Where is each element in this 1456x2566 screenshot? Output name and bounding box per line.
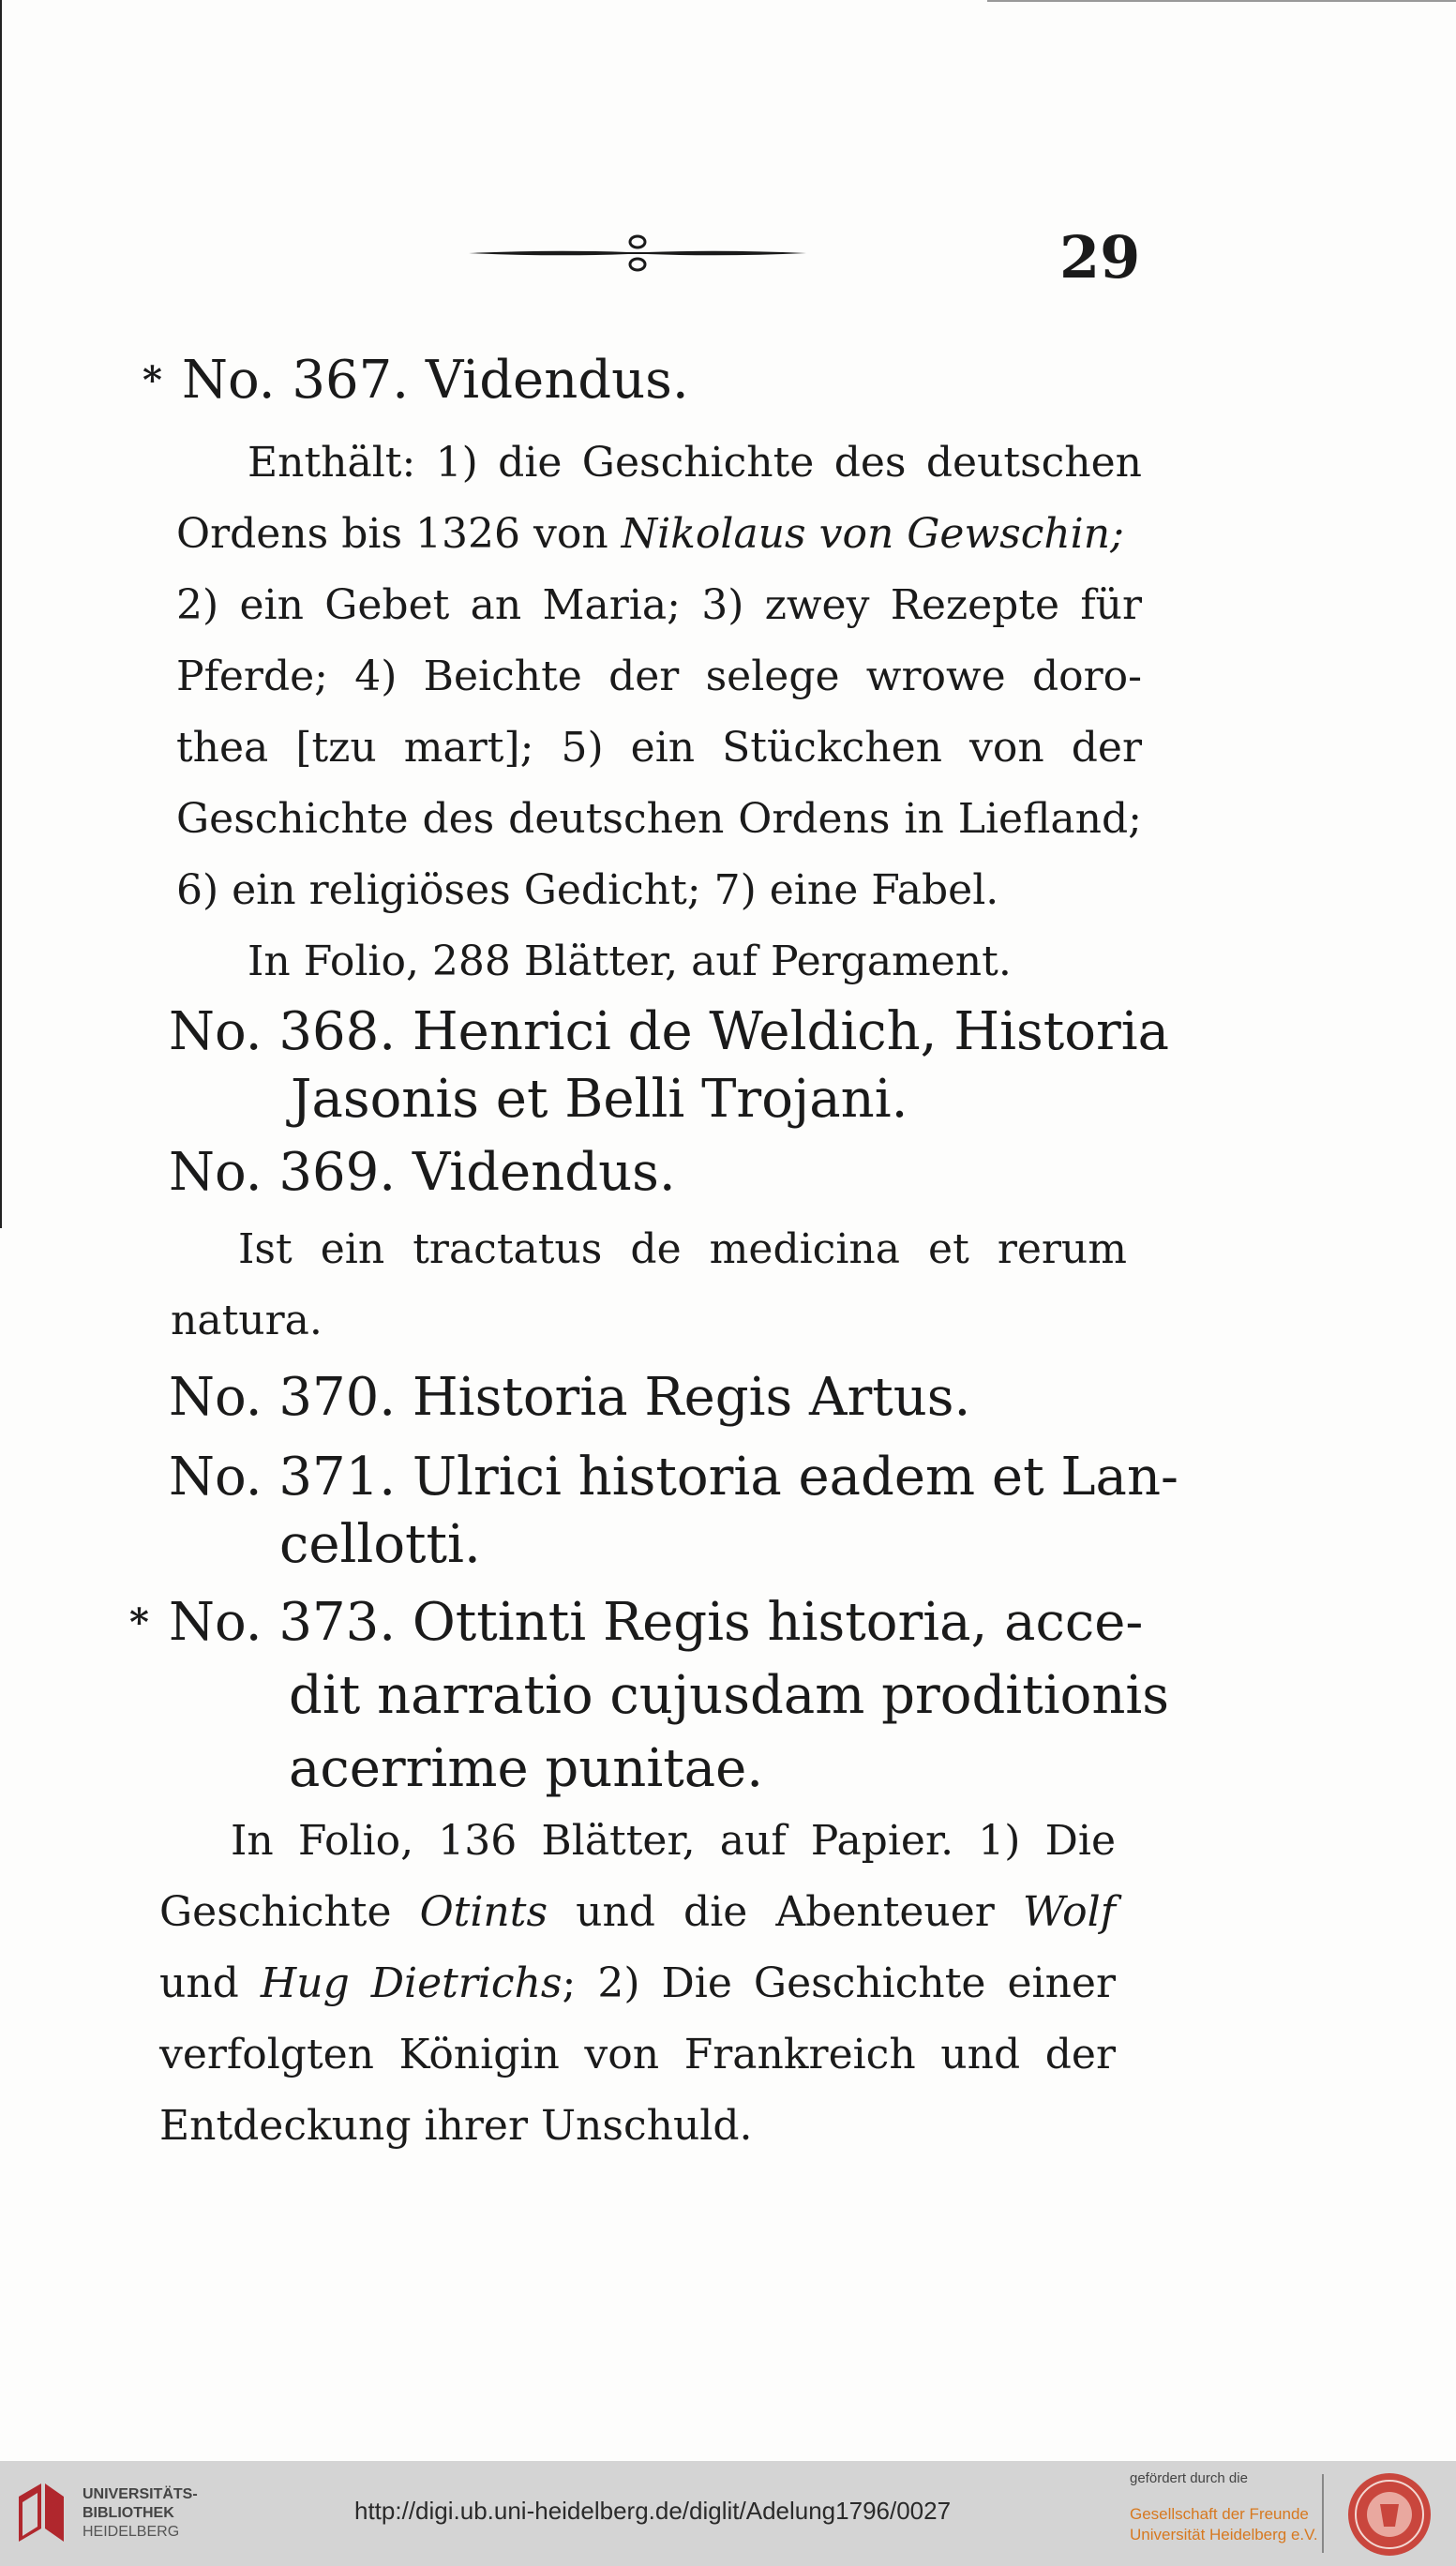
format-line: In Folio, 136 Blätter, auf Papier. 1) Die <box>231 1817 1116 1865</box>
entry-number: No. 370. <box>169 1367 397 1428</box>
entry-title: Videndus. <box>412 1142 676 1203</box>
format-line: In Folio, 288 Blätter, auf Pergament. <box>248 938 1012 985</box>
entry-title: Ottinti Regis historia, acce- <box>412 1592 1144 1653</box>
entry-370 <box>169 1364 970 1432</box>
entry-number: No. 373. <box>169 1592 397 1653</box>
university-seal-icon <box>1339 2470 1440 2558</box>
text-line: Ist ein tractatus de medicina et rerum <box>238 1225 1127 1273</box>
footer-divider <box>1322 2474 1324 2553</box>
entry-title: Ulrici historia eadem et Lan- <box>412 1447 1178 1508</box>
entry-number: No. 367. <box>182 350 410 411</box>
entry-title-continuation: dit narratio cujusdam proditionis <box>289 1665 1170 1726</box>
text-line: und Hug Dietrichs; 2) Die Geschichte einer <box>159 1959 1116 2007</box>
text-line: 6) ein religiöses Gedicht; 7) eine Fabel. <box>176 866 999 914</box>
digitization-footer <box>0 2461 1456 2566</box>
description-373 <box>159 1806 1116 2162</box>
text-line: Geschichte des deutschen Ordens in Liefland; <box>176 795 1142 843</box>
text-line: thea [tzu mart]; 5) ein Stückchen von der <box>176 724 1142 772</box>
entry-373 <box>129 1586 1170 1806</box>
page-edge-top <box>987 0 1456 2</box>
permalink-url[interactable]: http://digi.ub.uni-heidelberg.de/diglit/Adelung1796/0027 <box>354 2497 952 2525</box>
entry-title: Historia Regis Artus. <box>412 1367 971 1428</box>
text-line: 2) ein Gebet an Maria; 3) zwey Rezepte für <box>176 581 1142 629</box>
entry-title: Videndus. <box>425 350 689 411</box>
page-edge-shadow <box>0 0 2 1228</box>
text-line: Entdeckung ihrer Unschuld. <box>159 2102 753 2150</box>
entry-368 <box>169 998 1169 1133</box>
description-367 <box>176 428 1142 998</box>
entry-367 <box>143 347 689 414</box>
library-logo-icon <box>13 2478 69 2547</box>
asterisk-mark: * <box>143 358 162 402</box>
text-line: Ordens bis 1326 von Nikolaus von Gewschin; <box>176 510 1124 558</box>
funded-by-label: gefördert durch die <box>1130 2470 1248 2486</box>
text-line: natura. <box>171 1297 323 1344</box>
header-ornament <box>469 233 806 274</box>
asterisk-mark: * <box>129 1600 149 1644</box>
entry-number: No. 371. <box>169 1447 397 1508</box>
description-369 <box>171 1214 1127 1357</box>
entry-369 <box>169 1139 676 1207</box>
text-line: Pferde; 4) Beichte der selege wrowe doro- <box>176 653 1142 700</box>
text-line: verfolgten Königin von Frankreich und der <box>159 2031 1116 2078</box>
library-name: UNIVERSITÄTS- BIBLIOTHEK HEIDELBERG <box>83 2486 198 2540</box>
entry-number: No. 368. <box>169 1001 397 1062</box>
entry-number: No. 369. <box>169 1142 397 1203</box>
entry-title-continuation: Jasonis et Belli Trojani. <box>291 1069 908 1130</box>
text-line: Geschichte Otints und die Abenteuer Wolf <box>159 1888 1117 1936</box>
text-line: Enthält: 1) die Geschichte des deutschen <box>248 439 1142 487</box>
society-name: Gesellschaft der Freunde Universität Heidelberg e.V. <box>1130 2505 1318 2543</box>
entry-371 <box>169 1444 1178 1579</box>
entry-title-continuation: acerrime punitae. <box>289 1738 764 1799</box>
entry-title: Henrici de Weldich, Historia <box>412 1001 1170 1062</box>
page-number: 29 <box>1059 223 1141 292</box>
entry-title-continuation: cellotti. <box>279 1514 481 1575</box>
